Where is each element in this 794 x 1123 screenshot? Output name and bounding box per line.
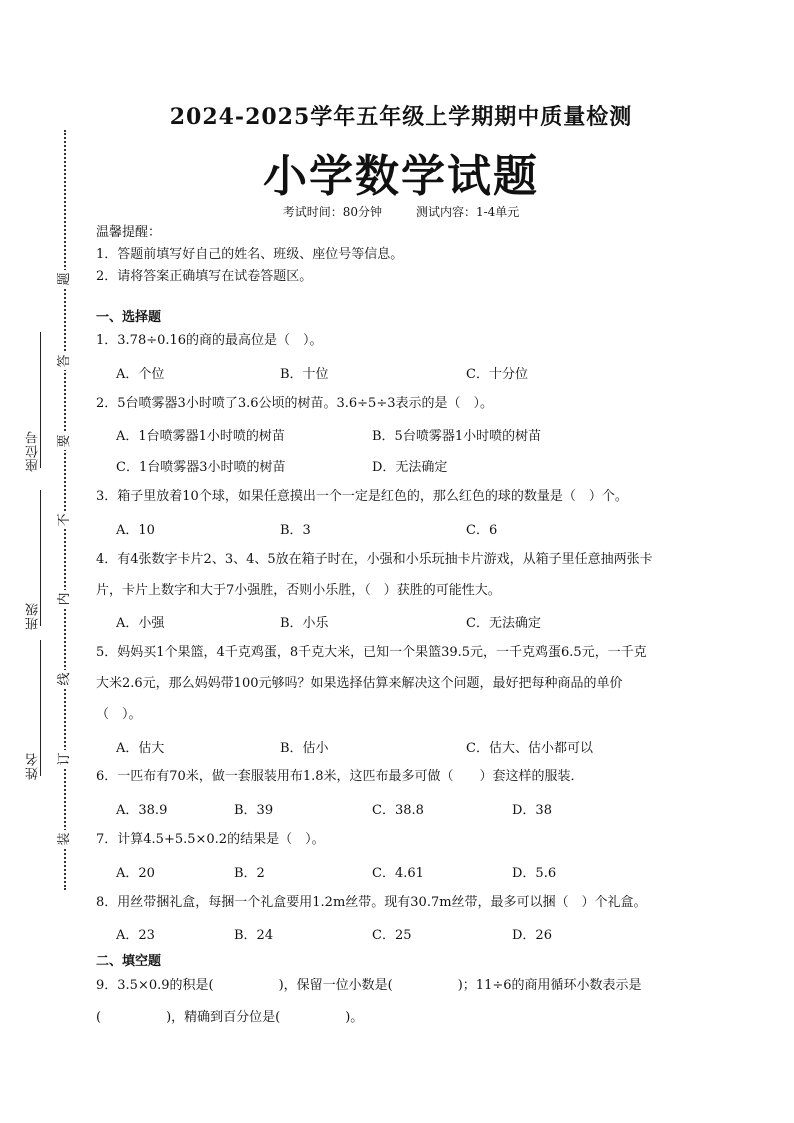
option-a[interactable]: A．估大 [116,741,165,756]
option-b[interactable]: B．39 [234,803,274,818]
tips-item: 1．答题前填写好自己的姓名、班级、座位号等信息。 [96,247,404,262]
question-5-line: （ ）。 [96,707,142,722]
option-d[interactable]: D．38 [512,803,552,818]
option-d[interactable]: D．5.6 [512,866,557,881]
question-5-options [116,737,706,757]
question-6-options [116,799,706,819]
question-9 [96,975,706,1029]
tips-block [96,222,403,288]
option-b[interactable]: B．3 [280,523,311,538]
option-c[interactable]: C．25 [372,928,412,943]
question-1-options [116,363,706,383]
binding-char: 线 [56,670,74,688]
question-7: 7．计算4.5+5.5×0.2的结果是（ ）。 [96,832,325,847]
seat-field-label: 座位号 [26,430,41,472]
option-c[interactable]: C．4.61 [372,866,424,881]
question-1: 1．3.78÷0.16的商的最高位是（ ）。 [96,333,323,348]
option-a[interactable]: A．23 [116,928,155,943]
option-b[interactable]: B．小乐 [280,616,329,631]
option-d[interactable]: D．无法确定 [372,460,448,475]
question-4-line: 片，卡片上数字和大于7小强胜，否则小乐胜，（ ）获胜的可能性大。 [96,583,501,598]
exam-scope: 测试内容：1-4单元 [415,205,520,219]
tips-head: 温馨提醒： [96,225,162,240]
name-field-label: 姓名 [26,752,41,780]
question-5-line: 5．妈妈买1个果篮，4千克鸡蛋，8千克大米，已知一个果篮39.5元，一千克鸡蛋6.5元，一千克 [96,645,647,660]
binding-char: 装 [56,830,74,848]
option-a[interactable]: A．个位 [116,367,165,382]
question-3: 3．箱子里放着10个球，如果任意摸出一个一定是红色的，那么红色的球的数量是（ ）个。 [96,489,628,504]
exam-time: 考试时间：80分钟 [282,205,382,219]
question-2: 2．5台喷雾器3小时喷了3.6公顷的树苗。3.6÷5÷3表示的是（ ）。 [96,396,493,411]
binding-margin [0,0,90,1123]
question-7-options [116,862,706,882]
option-b[interactable]: B．2 [234,866,265,881]
question-6: 6．一匹布有70米，做一套服装用布1.8米，这匹布最多可做（ ）套这样的服装． [96,769,584,784]
option-b[interactable]: B．5台喷雾器1小时喷的树苗 [372,429,542,444]
option-b[interactable]: B．24 [234,928,274,943]
question-5 [96,642,706,726]
option-b[interactable]: B．估小 [280,741,329,756]
tips-item: 2．请将答案正确填写在试卷答题区。 [96,269,313,284]
question-4 [96,549,706,602]
question-4-options [116,612,706,632]
option-c[interactable]: C．38.8 [372,803,424,818]
seat-field[interactable] [0,332,60,472]
exam-title: 小学数学试题 [263,151,539,202]
option-a[interactable]: A．小强 [116,616,165,631]
binding-char: 内 [56,590,74,608]
question-9-line[interactable]: ( )，精确到百分位是( )。 [96,1010,364,1025]
question-5-line: 大米2.6元，那么妈妈带100元够吗？如果选择估算来解决这个问题，最好把每种商品的单价 [96,676,623,691]
option-a[interactable]: A．1台喷雾器1小时喷的树苗 [116,429,285,444]
binding-char: 订 [56,750,74,768]
question-9-line[interactable]: 9．3.5×0.9的积是( )，保留一位小数是( )；11÷6的商用循环小数表示是 [96,978,642,993]
exam-meta [96,203,706,220]
option-c[interactable]: C．估大、估小都可以 [466,741,593,756]
section-choice: 一、选择题 [96,310,162,325]
option-b[interactable]: B．十位 [280,367,329,382]
binding-char: 答 [56,352,74,370]
name-field[interactable] [0,640,60,780]
option-a[interactable]: A．20 [116,866,155,881]
option-c[interactable]: C．无法确定 [466,616,541,631]
question-4-line: 4．有4张数字卡片2、3、4、5放在箱子时在，小强和小乐玩抽卡片游戏，从箱子里任意抽两张卡 [96,552,653,567]
question-2-options-row2 [116,456,706,476]
class-field-label: 班级 [26,602,41,630]
option-a[interactable]: A．38.9 [116,803,168,818]
section-fill: 二、填空题 [96,954,162,969]
question-3-options [116,519,706,539]
question-8: 8．用丝带捆礼盒，每捆一个礼盒要用1.2m丝带。现有30.7m丝带，最多可以捆（ ）个礼盒。 [96,895,647,910]
option-c[interactable]: C．1台喷雾器3小时喷的树苗 [116,460,286,475]
option-d[interactable]: D．26 [512,928,552,943]
question-2-options [116,425,706,445]
binding-dotted-line [64,130,66,890]
option-a[interactable]: A．10 [116,523,155,538]
option-c[interactable]: C．十分位 [466,367,528,382]
option-c[interactable]: C．6 [466,523,498,538]
class-field[interactable] [0,490,60,630]
binding-char: 要 [56,432,74,450]
exam-subtitle: 2024-2025学年五年级上学期期中质量检测 [169,104,633,130]
binding-char: 题 [56,270,74,288]
question-8-options [116,924,706,944]
binding-char: 不 [56,511,74,529]
